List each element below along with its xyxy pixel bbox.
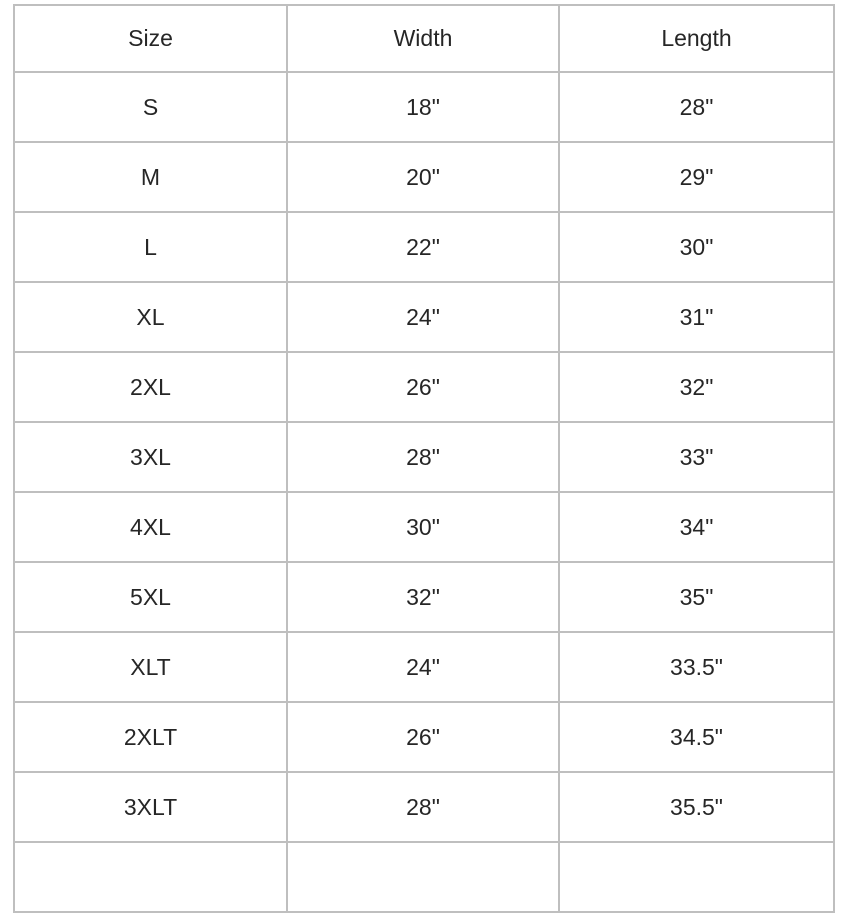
table-row — [14, 212, 834, 282]
width-cell: 24" — [287, 282, 559, 352]
length-cell: 28" — [559, 72, 834, 142]
length-cell: 34.5" — [559, 702, 834, 772]
length-cell: 35" — [559, 562, 834, 632]
column-header-size: Size — [14, 5, 287, 72]
table-row — [14, 562, 834, 632]
header-row — [14, 5, 834, 72]
size-cell: 3XLT — [14, 772, 287, 842]
table-row — [14, 772, 834, 842]
length-cell: 29" — [559, 142, 834, 212]
column-header-width: Width — [287, 5, 559, 72]
table-row — [14, 352, 834, 422]
width-cell: 26" — [287, 352, 559, 422]
length-cell: 34" — [559, 492, 834, 562]
width-cell: 28" — [287, 422, 559, 492]
size-cell: M — [14, 142, 287, 212]
width-cell: 28" — [287, 772, 559, 842]
size-cell: 5XL — [14, 562, 287, 632]
size-cell: L — [14, 212, 287, 282]
width-cell: 24" — [287, 632, 559, 702]
width-cell: 20" — [287, 142, 559, 212]
table-row — [14, 282, 834, 352]
table-row — [14, 632, 834, 702]
table-row — [14, 142, 834, 212]
width-cell: 18" — [287, 72, 559, 142]
length-cell: 31" — [559, 282, 834, 352]
width-cell: 22" — [287, 212, 559, 282]
size-cell: 2XLT — [14, 702, 287, 772]
size-cell: 4XL — [14, 492, 287, 562]
size-cell: 3XL — [14, 422, 287, 492]
width-cell: 30" — [287, 492, 559, 562]
column-header-length: Length — [559, 5, 834, 72]
size-cell: 2XL — [14, 352, 287, 422]
length-cell: 33.5" — [559, 632, 834, 702]
length-cell: 30" — [559, 212, 834, 282]
length-cell: 35.5" — [559, 772, 834, 842]
size-cell: S — [14, 72, 287, 142]
length-cell: 32" — [559, 352, 834, 422]
size-cell: XL — [14, 282, 287, 352]
table-row — [14, 702, 834, 772]
width-cell: 32" — [287, 562, 559, 632]
size-chart-table — [13, 4, 835, 913]
length-cell: 33" — [559, 422, 834, 492]
width-cell: 26" — [287, 702, 559, 772]
table-row — [14, 72, 834, 142]
table-row — [14, 422, 834, 492]
table-row — [14, 492, 834, 562]
size-cell: XLT — [14, 632, 287, 702]
